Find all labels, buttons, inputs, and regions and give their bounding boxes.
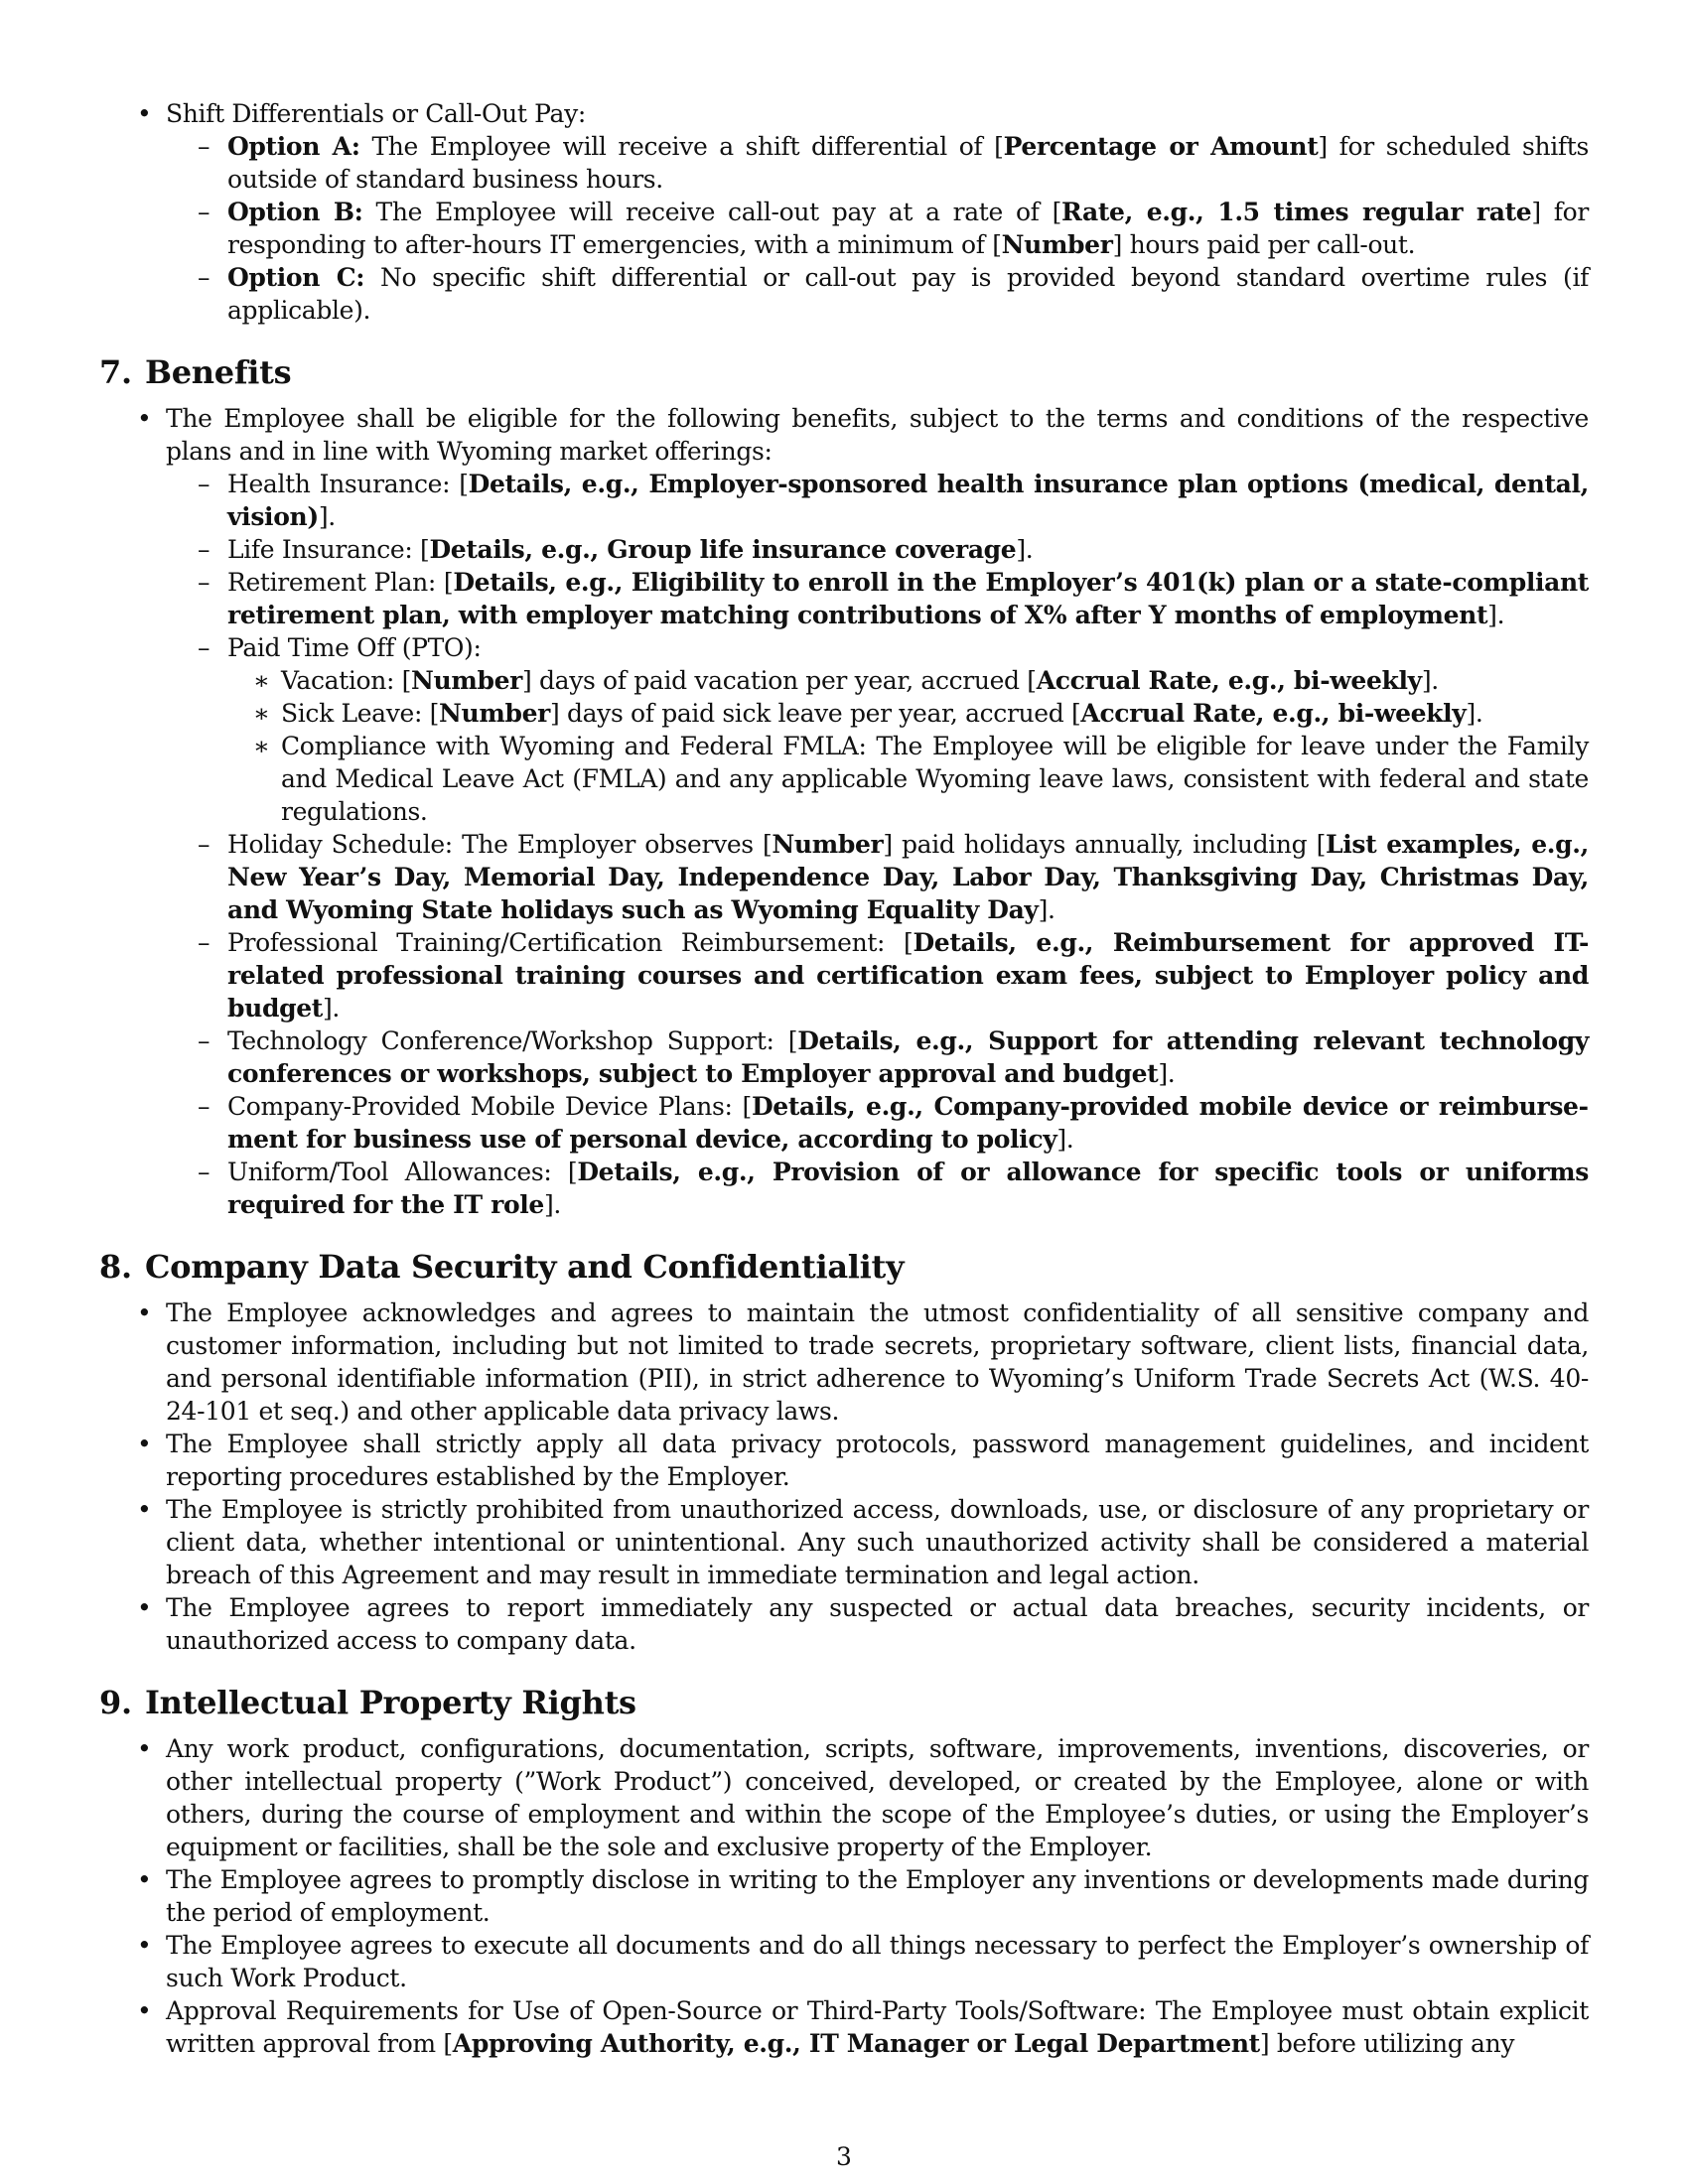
pto-item: – Paid Time Off (PTO): ∗ Vacation: [Number] days of paid vacation per year, accrued [Accrual Rate, e.g., bi-weekly]. ∗ Sick Leave: [Number] days of paid sick leave per year, accrued [Accrual Rate, e.g., bi-weekly]. ∗ Compliance with Wyoming and Federal FMLA: The Employee will be eligible for leave under the Family and Medical Leave Act (FMLA) and any applicable Wyoming leave laws, consistent with federal and state regulations. <box>166 631 1589 828</box>
shift-intro: Shift Differentials or Call-Out Pay: <box>166 99 586 128</box>
list-item: • The Employee agrees to execute all documents and do all things necessary to perfect the Employer’s ownership of such Work Product. <box>99 1929 1589 1994</box>
section-9-heading: 9. Intellectual Property Rights <box>99 1684 636 1721</box>
list-item: • The Employee agrees to promptly disclose in writing to the Employer any inventions or developments made during the period of employment. <box>99 1863 1589 1929</box>
training-item: – Professional Training/Certification Reimbursement: [Details, e.g., Reimbursement for approved IT-related professional training courses and certification exam fees, subject to Employer policy and budget]. <box>166 926 1589 1024</box>
conference-item: – Technology Conference/Workshop Support: [Details, e.g., Support for attending relevant technology conferences or workshops, subject to Employer approval and budget]. <box>166 1024 1589 1090</box>
shift-options-list <box>166 130 1589 327</box>
list-item: • The Employee acknowledges and agrees to maintain the utmost confidentiality of all sensitive company and customer information, including but not limited to trade secrets, proprietary software, client lists, financial data, and personal identifiable information (PII), in strict adherence to Wyoming’s Uniform Trade Secrets Act (W.S. 40-24-101 et seq.) and other applicable data privacy laws. <box>99 1297 1589 1428</box>
benefits-list <box>99 402 1589 1221</box>
health-insurance-item: – Health Insurance: [Details, e.g., Employer-sponsored health insurance plan options (medical, dental, vision)]. <box>166 468 1589 533</box>
option-a: – Option A: The Employee will receive a shift differential of [Percentage or Amount] for scheduled shifts outside of standard business hours. <box>166 130 1589 196</box>
option-b: – Option B: The Employee will receive call-out pay at a rate of [Rate, e.g., 1.5 times regular rate] for responding to after-hours IT emergencies, with a minimum of [Number] hours paid per call-out. <box>166 196 1589 261</box>
benefits-sublist <box>166 468 1589 1221</box>
shift-differentials-item <box>99 97 1589 327</box>
benefits-intro-item: • The Employee shall be eligible for the following benefits, subject to the terms and conditions of the respective plans and in line with Wyoming market offerings: – Health Insurance: [Details, e.g., Employer-sponsored health insurance plan options (medical, dental, vision)]. – Life Insurance: [Details, e.g., Group life insurance coverage]. – Retirement Plan: [Details, e.g., Eligibility to enroll in the Employer’s 401(k) plan or a state-compliant retirement plan, with employer matching contributions of X% after Y months of employment]. – Paid Time Off (PTO): ∗ Vacation: [Number] days of paid vacation per year, accrued [Accrual Rate, e.g., bi-weekly]. ∗ Sick Leave: [Number] days of paid sick leave per year, accrued [Accrual Rate, e.g., bi-weekly]. ∗ Compliance with Wyoming and Federal FMLA: The Employee will be eligible for leave under the Family and Medical Leave Act (FMLA) and any applicable Wyoming leave laws, consistent with federal and state regulations. – Holiday Schedule: The Employer observes [Number] paid holidays annually, including [List examples, e.g., New Year’s Day, Memorial Day, Independence Day, Labor Day, Thanksgiving Day, Christmas Day, and Wyoming State holidays such as Wyoming Equality Day]. – Professional Training/Certification Reimbursement: [Details, e.g., Reimbursement for approved IT-related professional training courses and certification exam fees, subject to Employer policy and budget]. – Technology Conference/Workshop Support: [Details, e.g., Support for attending relevant technology conferences or workshops, subject to Employer approval and budget]. – Company-Provided Mobile Device Plans: [Details, e.g., Company-provided mobile device or reimbursement for business use of personal device, according to policy]. – Uniform/Tool Allowances: [Details, e.g., Provision of or allowance for specific tools or uniforms required for the IT role]. <box>99 402 1589 1221</box>
list-item: • Any work product, configurations, documentation, scripts, software, improvements, inventions, discoveries, or other intellectual property (”Work Product”) conceived, developed, or created by the Employee, alone or with others, during the course of employment and within the scope of the Employee’s duties, or using the Employer’s equipment or facilities, shall be the sole and exclusive property of the Employer. <box>99 1732 1589 1863</box>
holiday-schedule-item: – Holiday Schedule: The Employer observes [Number] paid holidays annually, including [List examples, e.g., New Year’s Day, Memorial Day, Independence Day, Labor Day, Thanksgiving Day, Christmas Day, and Wyoming State holidays such as Wyoming Equality Day]. <box>166 828 1589 926</box>
retirement-plan-item: – Retirement Plan: [Details, e.g., Eligibility to enroll in the Employer’s 401(k) plan or a state-compliant retirement plan, with employer matching contributions of X% after Y months of employment]. <box>166 566 1589 631</box>
pto-sublist <box>227 664 1589 828</box>
list-item: • The Employee is strictly prohibited from unauthorized access, downloads, use, or disclosure of any proprietary or client data, whether intentional or unintentional. Any such unauthorized activity shall be considered a material breach of this Agreement and may result in immediate termination and legal action. <box>99 1493 1589 1591</box>
page-number: 3 <box>836 2142 852 2171</box>
section-7-heading: 7. Benefits <box>99 353 292 391</box>
list-item: • The Employee agrees to report immediately any suspected or actual data breaches, security incidents, or unauthorized access to company data. <box>99 1591 1589 1657</box>
option-c: – Option C: No specific shift differential or call-out pay is provided beyond standard overtime rules (if applicable). <box>166 261 1589 327</box>
sick-leave-item: ∗ Sick Leave: [Number] days of paid sick leave per year, accrued [Accrual Rate, e.g., bi-weekly]. <box>227 697 1589 730</box>
mobile-device-item: – Company-Provided Mobile Device Plans: [Details, e.g., Company-provided mobile device or reimbursement for business use of personal device, according to policy]. <box>166 1090 1589 1156</box>
life-insurance-item: – Life Insurance: [Details, e.g., Group life insurance coverage]. <box>166 533 1589 566</box>
list-item: • The Employee shall strictly apply all data privacy protocols, password management guidelines, and incident reporting procedures established by the Employer. <box>99 1428 1589 1493</box>
security-list <box>99 1297 1589 1657</box>
uniform-item: – Uniform/Tool Allowances: [Details, e.g., Provision of or allowance for specific tools or uniforms required for the IT role]. <box>166 1156 1589 1221</box>
approval-item: • Approval Requirements for Use of Open-Source or Third-Party Tools/Software: The Employee must obtain explicit written approval from [Approving Authority, e.g., IT Manager or Legal Department] before utilizing any <box>99 1994 1589 2060</box>
section-8-heading: 8. Company Data Security and Confidentiality <box>99 1248 905 1286</box>
vacation-item: ∗ Vacation: [Number] days of paid vacation per year, accrued [Accrual Rate, e.g., bi-weekly]. <box>227 664 1589 697</box>
shift-list <box>99 97 1589 327</box>
document-page <box>99 97 1589 2060</box>
fmla-item: ∗ Compliance with Wyoming and Federal FMLA: The Employee will be eligible for leave under the Family and Medical Leave Act (FMLA) and any applicable Wyoming leave laws, consistent with federal and state regulations. <box>227 730 1589 828</box>
ip-list <box>99 1732 1589 2060</box>
